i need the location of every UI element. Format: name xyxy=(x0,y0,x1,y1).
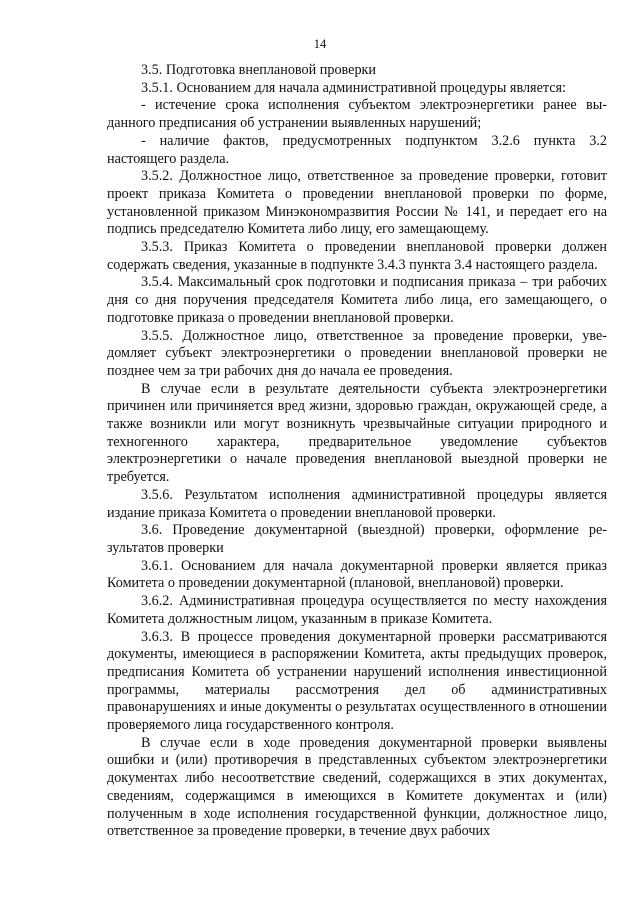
section-heading-3-5: 3.5. Подготовка внеплановой проверки xyxy=(141,62,377,78)
paragraph-harm-case: В случае если в результате деятельности субъекта электроэнергетики причинен или причиняется вред жизни, здоровью граждан, окружающей среде, а также возникли или могут возникнуть чрезвычайные ситуации природного и техногенного характера, предварительное уведомление субъектов электроэнергетики о начале проведения внеплановой выездной проверки не требуется. xyxy=(107,380,607,486)
paragraph-3-6-3: 3.6.3. В процессе проведения документарной проверки рассматриваются документы, имеющиеся в распоряжении Комитета, акты предыдущих проверок, предписания Комитета об устранении нарушений исполнения инвестиционной программы, материалы рассмотрения дел об административных правонарушениях и иные документы о результатах осуществленного в отношении проверяемого лица государственного контроля. xyxy=(107,628,607,734)
paragraph-3-6-1: 3.6.1. Основанием для начала документарной проверки является приказ Комитета о проведении документарной (плановой, внеплановой) проверки. xyxy=(107,557,607,592)
list-item-facts: - наличие фактов, предусмотренных подпунктом 3.2.6 пункта 3.2 настоящего раздела. xyxy=(107,132,607,167)
paragraph-3-6-2: 3.6.2. Административная процедура осуществляется по месту нахождения Комитета должностным лицом, указанным в приказе Комитета. xyxy=(107,593,607,627)
paragraph-3-5-5: 3.5.5. Должностное лицо, ответственное за проведение проверки, уведомляет субъект электроэнергетики о проведении внеплановой проверки не позднее чем за три рабочих дня до начала ее проведения. xyxy=(107,327,607,379)
paragraph-3-5-3: 3.5.3. Приказ Комитета о проведении внеплановой проверки должен содержать сведения, указанные в подпункте 3.4.3 пункта 3.4 настоящего раздела. xyxy=(107,239,607,273)
paragraph-errors-case: В случае если в ходе проведения документарной проверки выявлены ошибки и (или) противоречия в представленных субъектом электроэнергетики документах либо несоответствие сведений, содержащихся в этих документах, сведениям, содержащимся в имеющихся в Комитете документах и (или) полученным в ходе исполнения государственной функции, должностное лицо, ответственное за проведение проверки, в течение двух рабочих xyxy=(107,734,607,840)
page-number: 14 xyxy=(313,37,327,51)
document-body xyxy=(107,62,607,841)
section-heading-3-6: 3.6. Проведение документарной (выездной) проверки, оформление результатов проверки xyxy=(107,522,607,556)
paragraph-3-5-2: 3.5.2. Должностное лицо, ответственное за проведение проверки, готовит проект приказа Комитета о проведении внеплановой проверки по форме, установленной приказом Минэкономразвития России № 141, и передает его на подпись председателю Комитета либо лицу, его замещающему. xyxy=(107,168,607,238)
list-item-deadline-expiry: - истечение срока исполнения субъектом электроэнергетики ранее выданного предписания об устранении выявленных нарушений; xyxy=(107,97,607,132)
paragraph-3-5-1: 3.5.1. Основанием для начала административной процедуры является: xyxy=(141,79,567,96)
paragraph-3-5-6: 3.5.6. Результатом исполнения административной процедуры является издание приказа Комитета о проведении внеплановой проверки. xyxy=(107,486,607,521)
paragraph-3-5-4: 3.5.4. Максимальный срок подготовки и подписания приказа – три рабочих дня со дня поручения председателя Комитета либо лица, его замещающего, о подготовке приказа о проведении внеплановой проверки. xyxy=(107,274,607,326)
